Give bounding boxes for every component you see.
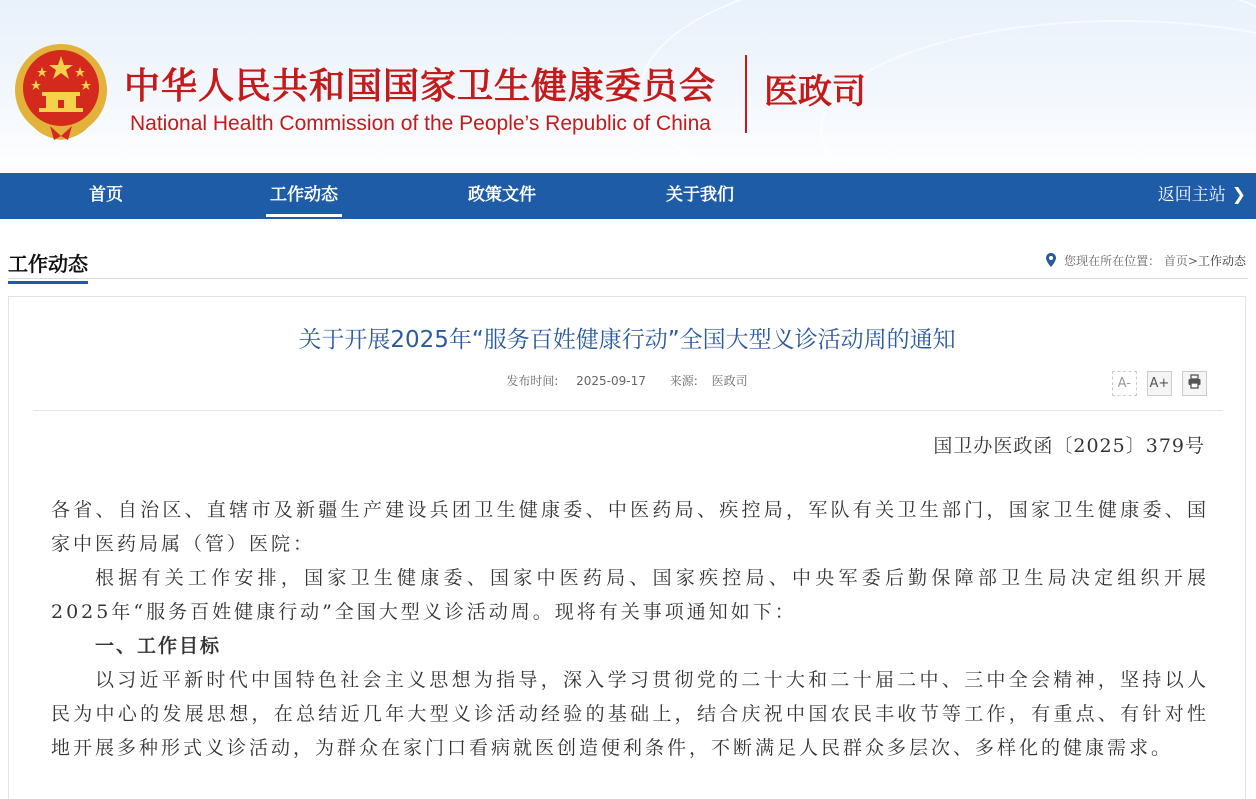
nav-item-about-us[interactable]: 关于我们 bbox=[666, 185, 734, 205]
site-header bbox=[0, 0, 1256, 173]
nav-item-policy-documents[interactable]: 政策文件 bbox=[468, 185, 536, 205]
section-divider bbox=[8, 278, 1248, 279]
section-title: 工作动态 bbox=[8, 248, 88, 284]
breadcrumb-separator: > bbox=[1187, 254, 1198, 268]
meta-divider bbox=[33, 410, 1223, 411]
site-title-english[interactable]: National Health Commission of the People’s Republic of China bbox=[130, 112, 711, 135]
article-meta bbox=[9, 372, 1245, 389]
font-increase-icon[interactable]: A+ bbox=[1147, 371, 1172, 396]
font-decrease-icon[interactable]: A- bbox=[1112, 371, 1137, 396]
nav-item-home[interactable]: 首页 bbox=[89, 185, 123, 205]
back-to-main-site-label: 返回主站 bbox=[1157, 185, 1226, 205]
document-number: 国卫办医政函〔2025〕379号 bbox=[933, 435, 1205, 457]
body-paragraph: 根据有关工作安排，国家卫生健康委、国家中医药局、国家疾控局、中央军委后勤保障部卫生局决定组织开展2025年“服务百姓健康行动”全国大型义诊活动周。现将有关事项通知如下： bbox=[51, 567, 1209, 623]
body-paragraph: 以习近平新时代中国特色社会主义思想为指导，深入学习贯彻党的二十大和二十届二中、三中全会精神，坚持以人民为中心的发展思想，在总结近几年大型义诊活动经验的基础上，结合庆祝中国农民丰收节等工作，有重点、有针对性地开展多种形式义诊活动，为群众在家门口看病就医创造便利条件，不断满足人民群众多层次、多样化的健康需求。 bbox=[51, 669, 1209, 759]
site-title-chinese[interactable]: 中华人民共和国国家卫生健康委员会 bbox=[124, 66, 717, 107]
department-name[interactable]: 医政司 bbox=[764, 72, 866, 112]
publish-date-label: 发布时间: bbox=[506, 374, 559, 388]
article-title: 关于开展2025年“服务百姓健康行动”全国大型义诊活动周的通知 bbox=[298, 327, 956, 353]
source-value: 医政司 bbox=[711, 374, 748, 388]
map-pin-icon bbox=[1046, 253, 1056, 267]
article-tools bbox=[1107, 371, 1207, 396]
breadcrumb-prefix: 您现在所在位置： bbox=[1064, 254, 1161, 268]
back-to-main-site-link[interactable] bbox=[1158, 173, 1246, 219]
main-nav bbox=[0, 173, 1256, 219]
article-panel bbox=[8, 296, 1246, 799]
breadcrumb-home-link[interactable]: 首页 bbox=[1163, 254, 1188, 268]
publish-date: 2025-09-17 bbox=[576, 374, 646, 388]
article-body bbox=[51, 493, 1209, 765]
section-heading: 一、工作目标 bbox=[95, 635, 222, 657]
addressee-paragraph: 各省、自治区、直辖市及新疆生产建设兵团卫生健康委、中医药局、疾控局，军队有关卫生部门，国家卫生健康委、国家中医药局属（管）医院： bbox=[51, 499, 1209, 555]
title-divider bbox=[745, 55, 747, 133]
print-icon[interactable] bbox=[1182, 371, 1207, 396]
source-label: 来源: bbox=[669, 374, 698, 388]
chevron-right-icon: ❯ bbox=[1231, 185, 1246, 205]
national-emblem-icon[interactable] bbox=[12, 40, 110, 144]
nav-item-work-news[interactable]: 工作动态 bbox=[266, 173, 342, 219]
printer-glyph bbox=[1187, 374, 1202, 389]
breadcrumb bbox=[1046, 252, 1246, 269]
breadcrumb-current[interactable]: 工作动态 bbox=[1197, 254, 1246, 268]
